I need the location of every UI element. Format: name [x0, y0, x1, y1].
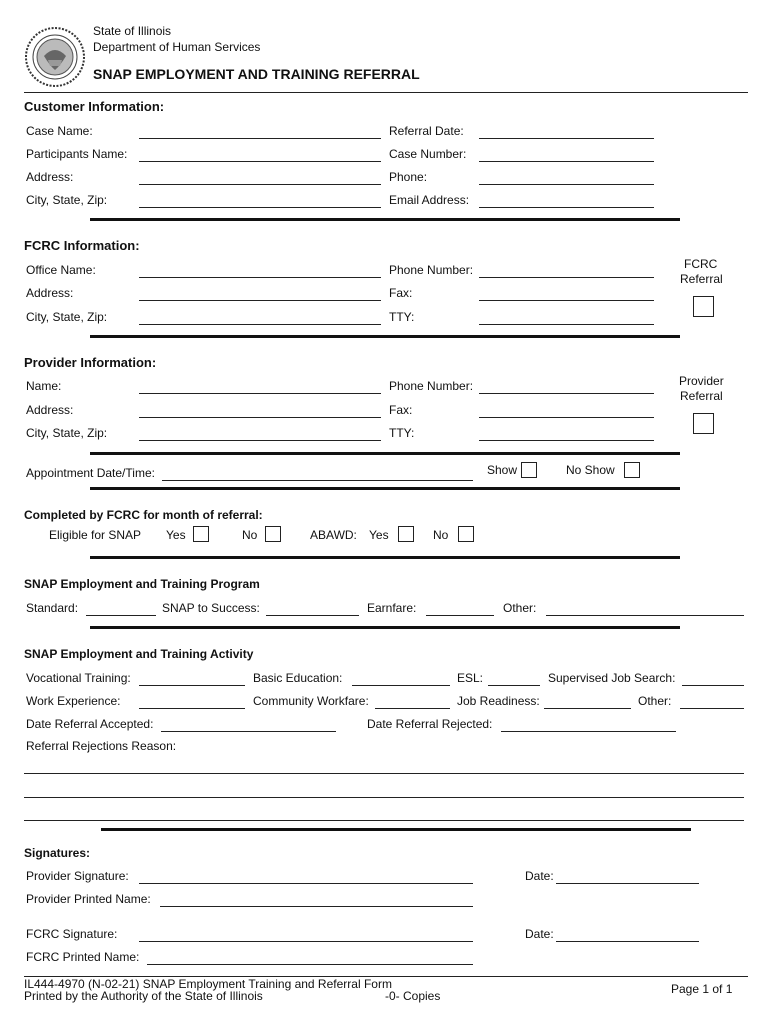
eligible-label: Eligible for SNAP [49, 528, 142, 542]
fcrc-address-field[interactable] [139, 300, 381, 301]
program-heading: SNAP Employment and Training Program [24, 577, 260, 591]
printed-by: Printed by the Authority of the State of Illinois [24, 989, 263, 1003]
case-number-label: Case Number: [389, 147, 467, 161]
office-name-field[interactable] [139, 277, 381, 278]
rejection-reason-line-1[interactable] [24, 773, 744, 774]
esl-label: ESL: [457, 671, 484, 685]
case-name-field[interactable] [139, 138, 381, 139]
phone-label: Phone: [389, 170, 428, 184]
fcrc-fax-field[interactable] [479, 300, 654, 301]
provider-printed-name-label: Provider Printed Name: [26, 892, 151, 906]
eligible-yes-label: Yes [166, 528, 186, 542]
section-divider [90, 626, 680, 629]
fcrc-printed-name-field[interactable] [147, 964, 473, 965]
fcrc-printed-name-label: FCRC Printed Name: [26, 950, 140, 964]
provider-fax-field[interactable] [479, 417, 654, 418]
department-name: Department of Human Services [93, 40, 261, 54]
participants-name-field[interactable] [139, 161, 381, 162]
email-label: Email Address: [389, 193, 470, 207]
snap-success-label: SNAP to Success: [162, 601, 260, 615]
supervised-label: Supervised Job Search: [548, 671, 676, 685]
fcrc-city-field[interactable] [139, 324, 381, 325]
standard-label: Standard: [26, 601, 79, 615]
provider-date-field[interactable] [556, 883, 699, 884]
section-divider [90, 556, 680, 559]
job-readiness-field[interactable] [544, 708, 631, 709]
activity-other-label: Other: [638, 694, 672, 708]
fcrc-referral-label-1: FCRC [684, 257, 718, 271]
customer-heading: Customer Information: [24, 99, 165, 114]
referral-date-field[interactable] [479, 138, 654, 139]
esl-field[interactable] [488, 685, 540, 686]
section-divider [101, 828, 691, 831]
email-field[interactable] [479, 207, 654, 208]
fcrc-tty-label: TTY: [389, 310, 415, 324]
phone-field[interactable] [479, 184, 654, 185]
fcrc-city-label: City, State, Zip: [26, 310, 108, 324]
section-divider [90, 487, 680, 490]
provider-name-field[interactable] [139, 393, 381, 394]
date-accepted-field[interactable] [161, 731, 336, 732]
participants-name-label: Participants Name: [26, 147, 128, 161]
rejection-reason-line-2[interactable] [24, 797, 744, 798]
vocational-field[interactable] [139, 685, 245, 686]
section-divider [90, 452, 680, 455]
fcrc-heading: FCRC Information: [24, 238, 140, 253]
rejection-reason-label: Referral Rejections Reason: [26, 739, 177, 753]
abawd-label: ABAWD: [310, 528, 357, 542]
work-experience-label: Work Experience: [26, 694, 121, 708]
provider-signature-label: Provider Signature: [26, 869, 129, 883]
appointment-label: Appointment Date/Time: [26, 466, 155, 480]
provider-date-label: Date: [525, 869, 554, 883]
fcrc-fax-label: Fax: [389, 286, 413, 300]
case-number-field[interactable] [479, 161, 654, 162]
show-checkbox[interactable] [521, 462, 537, 478]
date-accepted-label: Date Referral Accepted: [26, 717, 154, 731]
completed-heading: Completed by FCRC for month of referral: [24, 508, 263, 522]
provider-signature-field[interactable] [139, 883, 473, 884]
provider-referral-checkbox[interactable] [693, 413, 714, 434]
eligible-no-label: No [242, 528, 258, 542]
provider-city-field[interactable] [139, 440, 381, 441]
provider-address-label: Address: [26, 403, 74, 417]
job-readiness-label: Job Readiness: [457, 694, 540, 708]
fcrc-date-field[interactable] [556, 941, 699, 942]
section-divider [90, 218, 680, 221]
fcrc-tty-field[interactable] [479, 324, 654, 325]
basic-education-field[interactable] [352, 685, 450, 686]
vocational-label: Vocational Training: [26, 671, 131, 685]
community-workfare-label: Community Workfare: [253, 694, 369, 708]
date-rejected-field[interactable] [501, 731, 676, 732]
provider-phone-field[interactable] [479, 393, 654, 394]
fcrc-referral-label-2: Referral [680, 272, 723, 286]
fcrc-date-label: Date: [525, 927, 554, 941]
abawd-no-checkbox[interactable] [458, 526, 474, 542]
provider-address-field[interactable] [139, 417, 381, 418]
fcrc-referral-checkbox[interactable] [693, 296, 714, 317]
program-other-label: Other: [503, 601, 537, 615]
signatures-heading: Signatures: [24, 846, 91, 860]
appointment-field[interactable] [162, 480, 473, 481]
provider-referral-label-2: Referral [680, 389, 723, 403]
section-divider [90, 335, 680, 338]
fcrc-signature-field[interactable] [139, 941, 473, 942]
work-experience-field[interactable] [139, 708, 245, 709]
header-divider [24, 92, 748, 93]
eligible-yes-checkbox[interactable] [193, 526, 209, 542]
form-id: IL444-4970 (N-02-21) SNAP Employment Training and Referral Form [24, 977, 392, 991]
no-show-checkbox[interactable] [624, 462, 640, 478]
show-label: Show [487, 463, 518, 477]
city-label: City, State, Zip: [26, 193, 108, 207]
rejection-reason-line-3[interactable] [24, 820, 744, 821]
provider-city-label: City, State, Zip: [26, 426, 108, 440]
abawd-yes-checkbox[interactable] [398, 526, 414, 542]
provider-tty-label: TTY: [389, 426, 415, 440]
page-number: Page 1 of 1 [671, 982, 733, 996]
fcrc-signature-label: FCRC Signature: [26, 927, 118, 941]
no-show-label: No Show [566, 463, 615, 477]
office-name-label: Office Name: [26, 263, 96, 277]
state-name: State of Illinois [93, 24, 172, 38]
address-field[interactable] [139, 184, 381, 185]
state-seal-logo [24, 26, 86, 88]
provider-tty-field[interactable] [479, 440, 654, 441]
fcrc-phone-field[interactable] [479, 277, 654, 278]
provider-referral-label-1: Provider [679, 374, 724, 388]
standard-field[interactable] [86, 615, 156, 616]
abawd-yes-label: Yes [369, 528, 389, 542]
basic-education-label: Basic Education: [253, 671, 343, 685]
earnfare-field[interactable] [426, 615, 494, 616]
snap-success-field[interactable] [266, 615, 359, 616]
activity-other-field[interactable] [680, 708, 744, 709]
community-workfare-field[interactable] [375, 708, 450, 709]
fcrc-address-label: Address: [26, 286, 74, 300]
provider-heading: Provider Information: [24, 355, 157, 370]
program-other-field[interactable] [546, 615, 744, 616]
page-title: SNAP EMPLOYMENT AND TRAINING REFERRAL [93, 66, 420, 82]
supervised-field[interactable] [682, 685, 744, 686]
address-label: Address: [26, 170, 74, 184]
copies-note: -0- Copies [385, 989, 441, 1003]
referral-date-label: Referral Date: [389, 124, 464, 138]
provider-fax-label: Fax: [389, 403, 413, 417]
city-field[interactable] [139, 207, 381, 208]
abawd-no-label: No [433, 528, 449, 542]
fcrc-phone-label: Phone Number: [389, 263, 474, 277]
provider-printed-name-field[interactable] [160, 906, 473, 907]
earnfare-label: Earnfare: [367, 601, 417, 615]
provider-phone-label: Phone Number: [389, 379, 474, 393]
eligible-no-checkbox[interactable] [265, 526, 281, 542]
provider-name-label: Name: [26, 379, 62, 393]
activity-heading: SNAP Employment and Training Activity [24, 647, 254, 661]
date-rejected-label: Date Referral Rejected: [367, 717, 493, 731]
case-name-label: Case Name: [26, 124, 93, 138]
